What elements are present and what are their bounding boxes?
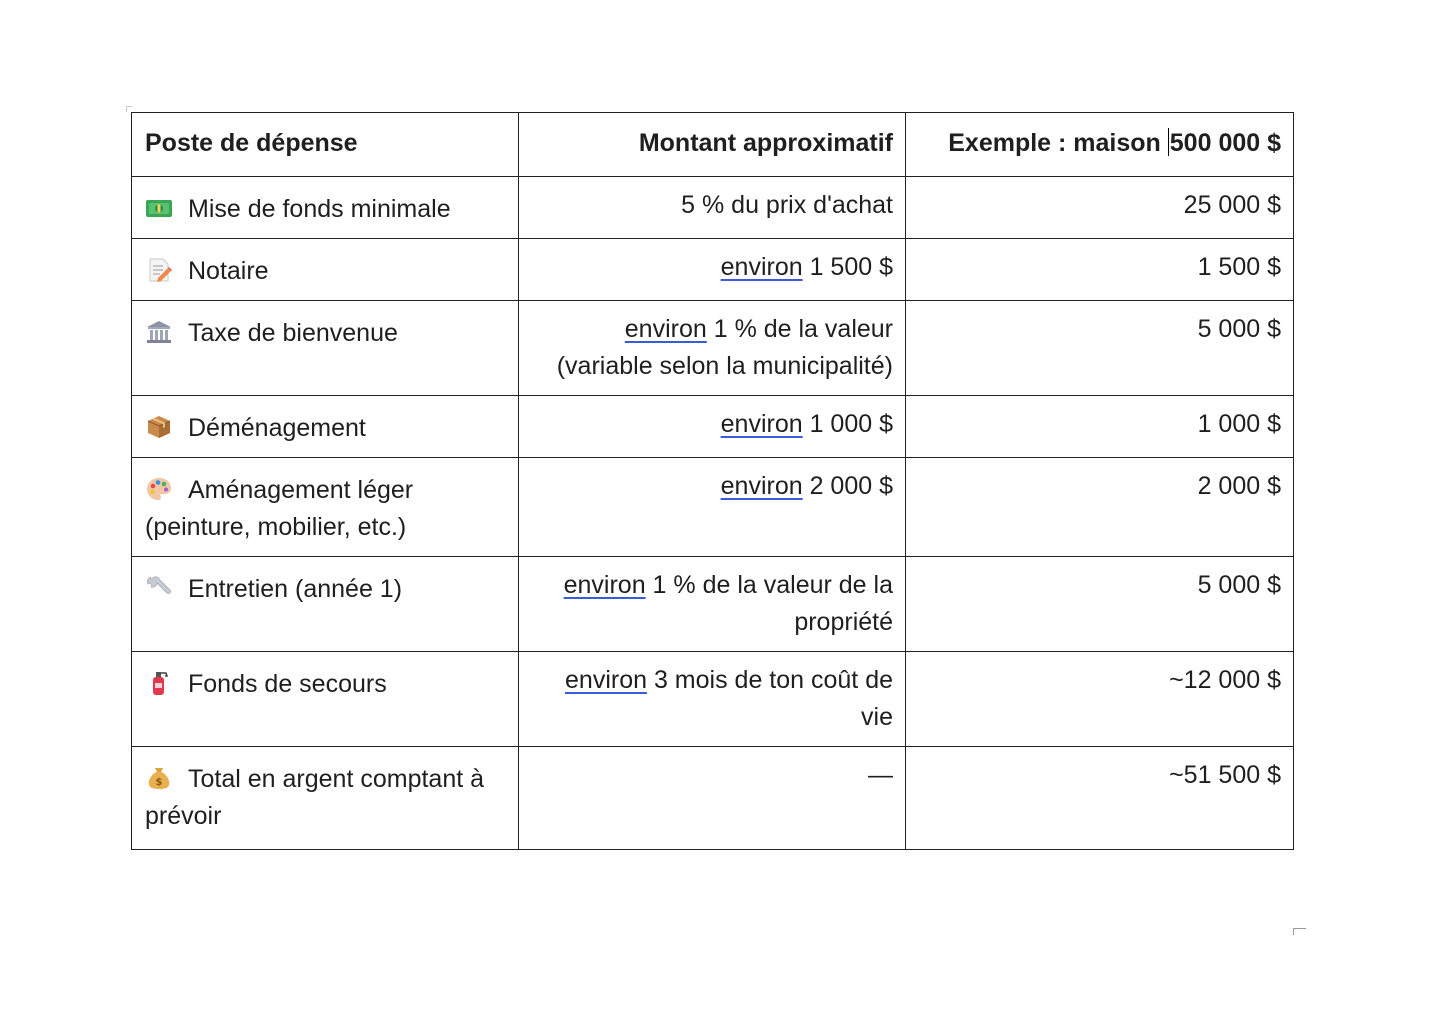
row-amount-prefix: environ — [720, 253, 803, 281]
row-label-cell[interactable] — [132, 458, 519, 557]
row-label: Aménagement léger (peinture, mobilier, etc.) — [145, 476, 414, 541]
row-amount-text: 1 500 $ — [802, 253, 893, 281]
header-montant[interactable]: Montant approximatif — [519, 113, 906, 177]
row-amount-cell[interactable] — [519, 396, 906, 458]
row-example-cell[interactable] — [906, 396, 1294, 458]
header-exemple[interactable] — [906, 113, 1294, 177]
row-amount-text: 1 % de la valeur de la propriété — [645, 571, 893, 636]
total-example-cell[interactable] — [906, 747, 1294, 850]
row-example-cell[interactable] — [906, 458, 1294, 557]
total-row — [132, 747, 1294, 850]
table-row — [132, 177, 1294, 239]
row-label: Entretien (année 1) — [188, 575, 403, 603]
artist-palette-icon — [145, 475, 173, 503]
header-exemple-prefix: Exemple : maison — [948, 129, 1168, 157]
row-amount-prefix: environ — [720, 472, 803, 500]
row-amount-cell[interactable] — [519, 458, 906, 557]
total-amount-cell[interactable] — [519, 747, 906, 850]
row-example-value: 1 000 $ — [1197, 410, 1281, 438]
row-amount-text: 5 % du prix d'achat — [681, 191, 893, 219]
row-amount-text: 1 % de la valeur (variable selon la municipalité) — [556, 315, 893, 380]
row-example-cell[interactable] — [906, 177, 1294, 239]
row-example-cell[interactable] — [906, 239, 1294, 301]
table-row — [132, 557, 1294, 652]
memo-pencil-icon — [145, 256, 173, 284]
row-label: Déménagement — [188, 414, 366, 442]
row-label: Mise de fonds minimale — [188, 195, 451, 223]
row-amount-cell[interactable] — [519, 177, 906, 239]
row-amount-prefix: environ — [565, 666, 648, 694]
table-row — [132, 239, 1294, 301]
row-example-value: 2 000 $ — [1197, 472, 1281, 500]
row-amount-text: 1 000 $ — [802, 410, 893, 438]
row-example-value: 1 500 $ — [1197, 253, 1281, 281]
package-box-icon — [145, 413, 173, 441]
row-label-cell[interactable] — [132, 396, 519, 458]
money-bill-icon — [145, 194, 173, 222]
row-label-cell[interactable] — [132, 239, 519, 301]
fire-extinguisher-icon — [145, 669, 173, 697]
money-bag-icon — [145, 764, 173, 792]
total-label: Total en argent comptant à prévoir — [145, 765, 485, 830]
table-row — [132, 396, 1294, 458]
row-label: Fonds de secours — [188, 670, 387, 698]
total-label-cell[interactable] — [132, 747, 519, 850]
row-example-value: 5 000 $ — [1197, 315, 1281, 343]
row-label: Taxe de bienvenue — [188, 319, 398, 347]
row-amount-cell[interactable] — [519, 557, 906, 652]
row-label-cell[interactable] — [132, 177, 519, 239]
row-example-cell[interactable] — [906, 652, 1294, 747]
header-exemple-value: 500 000 $ — [1169, 129, 1281, 157]
row-label-cell[interactable] — [132, 301, 519, 396]
row-example-value: ~12 000 $ — [1169, 666, 1281, 694]
row-amount-prefix: environ — [720, 410, 803, 438]
row-amount-text: 2 000 $ — [802, 472, 893, 500]
row-label-cell[interactable] — [132, 652, 519, 747]
row-amount-cell[interactable] — [519, 652, 906, 747]
classical-building-icon — [145, 318, 173, 346]
row-example-value: 25 000 $ — [1183, 191, 1281, 219]
row-amount-prefix: environ — [563, 571, 646, 599]
row-label-cell[interactable] — [132, 557, 519, 652]
svg-text:$: $ — [155, 777, 163, 788]
table-row — [132, 301, 1294, 396]
row-example-value: 5 000 $ — [1197, 571, 1281, 599]
row-amount-prefix: environ — [624, 315, 707, 343]
row-amount-cell[interactable] — [519, 239, 906, 301]
expense-table — [131, 112, 1294, 850]
row-amount-text: 3 mois de ton coût de vie — [647, 666, 893, 731]
wrench-icon — [145, 574, 173, 602]
table-row — [132, 652, 1294, 747]
row-amount-cell[interactable] — [519, 301, 906, 396]
row-example-cell[interactable] — [906, 557, 1294, 652]
header-poste[interactable]: Poste de dépense — [132, 113, 519, 177]
row-label: Notaire — [188, 257, 269, 285]
total-amount: — — [868, 761, 893, 789]
page-corner-mark — [1293, 928, 1306, 935]
table-row — [132, 458, 1294, 557]
table-header-row — [132, 113, 1294, 177]
total-example-value: ~51 500 $ — [1169, 761, 1281, 789]
row-example-cell[interactable] — [906, 301, 1294, 396]
text-cursor — [1168, 128, 1169, 156]
